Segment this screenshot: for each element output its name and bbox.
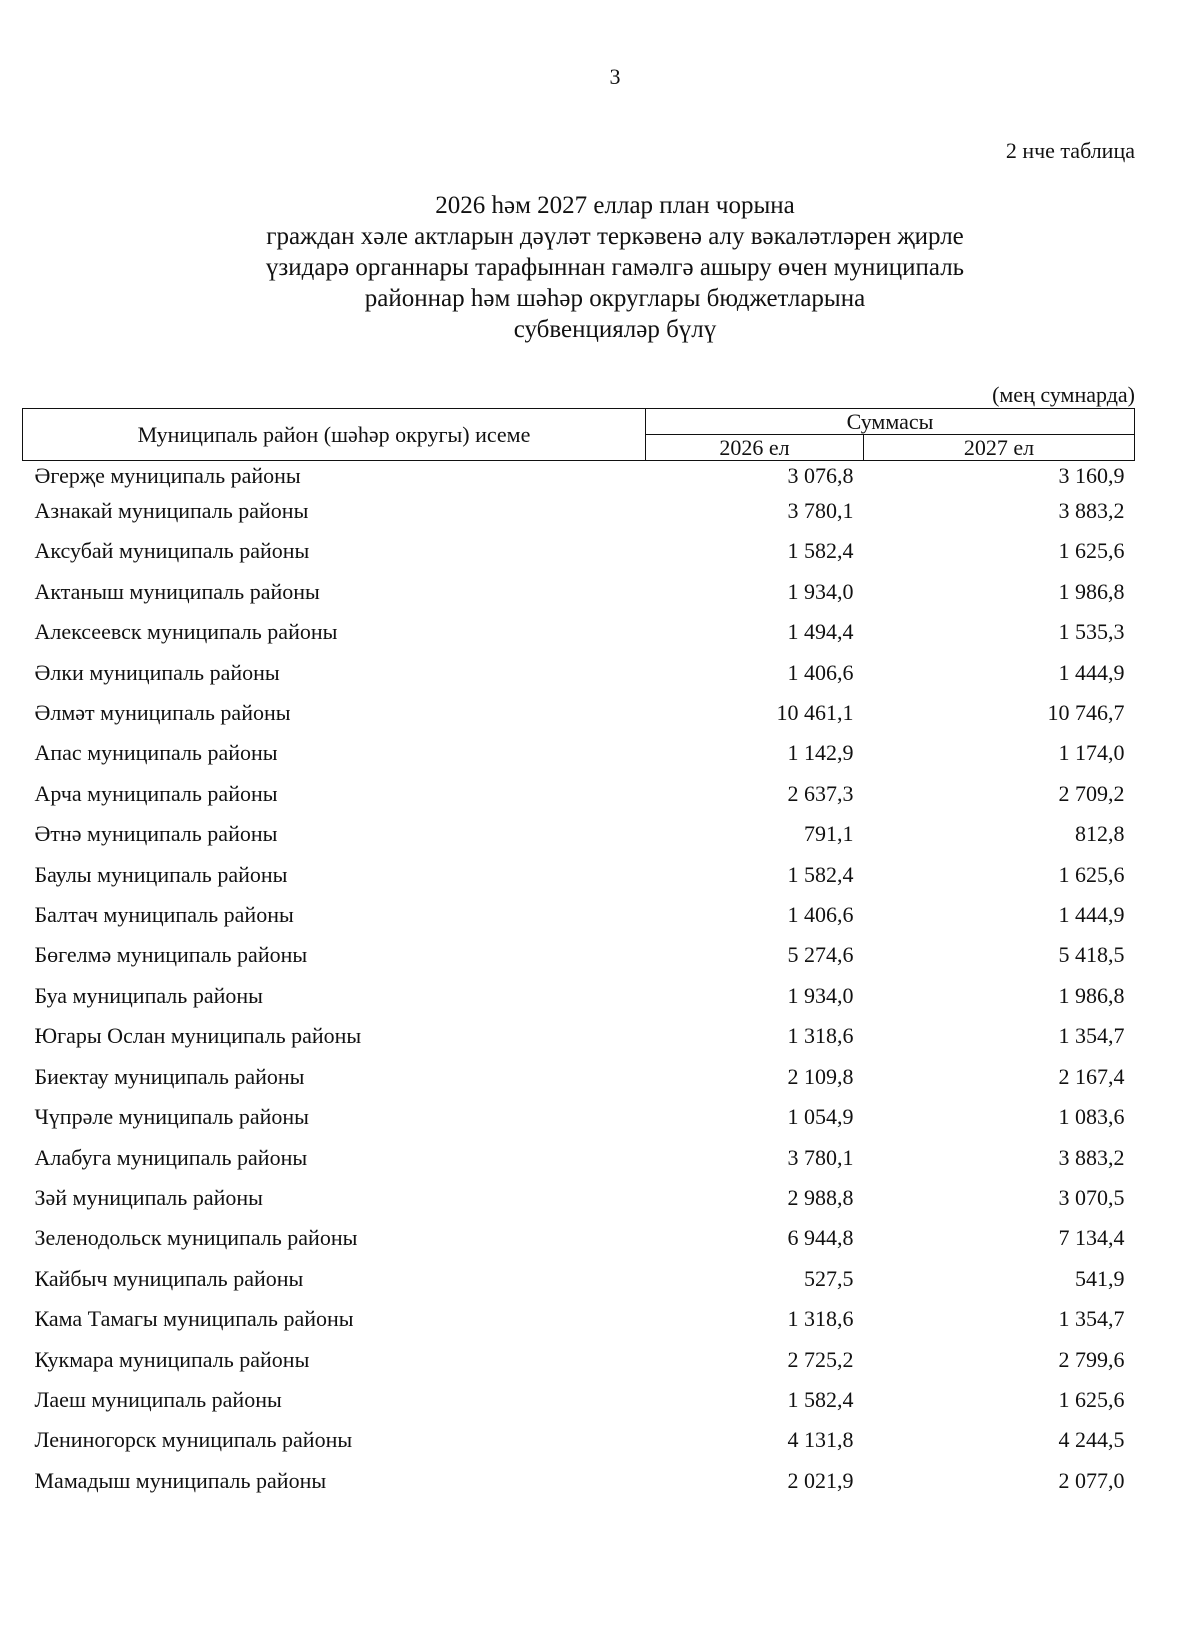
amount-2027-cell: 2 077,0 [1058, 1467, 1125, 1493]
title-line: үзидарә органнары тарафыннан гамәлгә ашыру өчен муниципаль [265, 254, 965, 281]
district-name-cell: Мамадыш муниципаль районы [34, 1467, 327, 1493]
district-name-cell: Апас муниципаль районы [34, 740, 278, 766]
amount-2026-cell: 1 406,6 [787, 902, 854, 928]
district-name-cell: Балтач муниципаль районы [34, 902, 294, 928]
amount-2027-cell: 1 535,3 [1058, 619, 1125, 645]
table-row [23, 1138, 1135, 1178]
district-name-cell: Әтнә муниципаль районы [34, 821, 278, 847]
district-name-cell: Югары Ослан муниципаль районы [34, 1023, 362, 1049]
amount-2027-cell: 2 709,2 [1058, 780, 1125, 806]
table-row [23, 531, 1135, 571]
amount-2026-cell: 2 725,2 [787, 1346, 854, 1372]
amount-2026-cell: 1 582,4 [787, 1386, 854, 1412]
amount-2027-cell: 2 167,4 [1058, 1063, 1125, 1089]
district-name-cell: Кайбыч муниципаль районы [34, 1265, 304, 1291]
amount-2027-cell: 10 746,7 [1047, 700, 1125, 726]
amount-2026-cell: 1 494,4 [787, 619, 854, 645]
district-name-cell: Азнакай муниципаль районы [34, 498, 309, 523]
amount-2026-cell: 3 780,1 [787, 1144, 854, 1170]
district-name-cell: Лениногорск муниципаль районы [34, 1427, 353, 1453]
district-name-cell: Әгерҗе муниципаль районы [34, 463, 301, 488]
amount-2026-cell: 2 021,9 [787, 1467, 854, 1493]
title-line: районнар һәм шәһәр округлары бюджетларына [364, 285, 866, 312]
amount-2027-cell: 3 160,9 [1058, 463, 1125, 488]
district-name-cell: Зеленодольск муниципаль районы [34, 1225, 358, 1251]
table-row [23, 774, 1135, 814]
amount-2026-cell: 5 274,6 [787, 942, 854, 968]
amount-2026-cell: 527,5 [804, 1265, 854, 1291]
table-row [23, 612, 1135, 652]
table-row [23, 895, 1135, 935]
table-row [23, 693, 1135, 733]
header-district-name: Муниципаль район (шәһәр округы) исеме [23, 409, 646, 461]
table-row [23, 1259, 1135, 1299]
table-row [23, 1461, 1135, 1501]
amount-2027-cell: 1 625,6 [1058, 861, 1125, 887]
district-name-cell: Кукмара муниципаль районы [34, 1346, 310, 1372]
amount-2026-cell: 1 582,4 [787, 538, 854, 564]
district-name-cell: Алабуга муниципаль районы [34, 1144, 308, 1170]
amount-2027-cell: 1 354,7 [1058, 1306, 1125, 1332]
amount-2026-cell: 6 944,8 [787, 1225, 854, 1251]
table-row [23, 572, 1135, 612]
table-row [23, 1340, 1135, 1380]
amount-2026-cell: 3 076,8 [787, 463, 854, 488]
amount-2027-cell: 1 444,9 [1058, 659, 1125, 685]
amount-2027-cell: 1 986,8 [1058, 578, 1125, 604]
amount-2027-cell: 3 883,2 [1058, 1144, 1125, 1170]
amount-2027-cell: 1 986,8 [1058, 982, 1125, 1008]
table-row [23, 1057, 1135, 1097]
amount-2027-cell: 1 083,6 [1058, 1104, 1125, 1130]
amount-2026-cell: 2 637,3 [787, 780, 854, 806]
amount-2027-cell: 1 354,7 [1058, 1023, 1125, 1049]
table-row [23, 653, 1135, 693]
table-row [23, 814, 1135, 854]
amount-2027-cell: 1 174,0 [1058, 740, 1125, 766]
amount-2026-cell: 2 109,8 [787, 1063, 854, 1089]
amount-2027-cell: 541,9 [1075, 1265, 1125, 1291]
header-amount: Суммасы [646, 409, 1135, 435]
table-row [23, 1299, 1135, 1339]
amount-2026-cell: 1 318,6 [787, 1023, 854, 1049]
amount-2027-cell: 5 418,5 [1058, 942, 1125, 968]
document-title [0, 190, 1200, 345]
amount-2026-cell: 1 582,4 [787, 861, 854, 887]
table-row [23, 1016, 1135, 1056]
amount-2027-cell: 1 625,6 [1058, 538, 1125, 564]
table-row [23, 733, 1135, 773]
header-year-2027: 2027 ел [864, 435, 1135, 461]
amount-2026-cell: 4 131,8 [787, 1427, 854, 1453]
unit-note: (мең сумнарда) [992, 382, 1135, 407]
amount-2027-cell: 2 799,6 [1058, 1346, 1125, 1372]
header-year-2026: 2026 ел [646, 435, 864, 461]
amount-2026-cell: 1 142,9 [787, 740, 854, 766]
page-number: 3 [609, 64, 621, 89]
table-row [23, 1097, 1135, 1137]
table-row [23, 1420, 1135, 1460]
amount-2026-cell: 10 461,1 [776, 700, 854, 726]
table-row [23, 491, 1135, 531]
district-name-cell: Биектау муниципаль районы [34, 1063, 305, 1089]
table-row [23, 976, 1135, 1016]
district-name-cell: Буа муниципаль районы [34, 982, 263, 1008]
amount-2027-cell: 3 883,2 [1058, 498, 1125, 523]
table-label: 2 нче таблица [1005, 138, 1135, 163]
amount-2027-cell: 3 070,5 [1058, 1184, 1125, 1210]
table-row [23, 461, 1135, 492]
amount-2027-cell: 7 134,4 [1058, 1225, 1125, 1251]
amount-2026-cell: 1 934,0 [787, 982, 854, 1008]
district-name-cell: Әлки муниципаль районы [34, 659, 280, 685]
title-line: граждан хәле актларын дәүләт теркәвенә алу вәкаләтләрен җирле [266, 223, 964, 250]
district-name-cell: Чүпрәле муниципаль районы [34, 1104, 309, 1130]
district-name-cell: Зәй муниципаль районы [34, 1184, 263, 1210]
district-name-cell: Әлмәт муниципаль районы [34, 700, 291, 726]
subvention-table [22, 408, 1135, 1501]
amount-2026-cell: 2 988,8 [787, 1184, 854, 1210]
district-name-cell: Бөгелмә муниципаль районы [34, 942, 308, 968]
district-name-cell: Лаеш муниципаль районы [34, 1386, 282, 1412]
amount-2027-cell: 4 244,5 [1058, 1427, 1125, 1453]
title-line: 2026 һәм 2027 еллар план чорына [435, 192, 795, 219]
table-row [23, 855, 1135, 895]
district-name-cell: Аксубай муниципаль районы [34, 538, 310, 564]
district-name-cell: Алексеевск муниципаль районы [34, 619, 338, 645]
title-line: субвенцияләр бүлү [513, 316, 717, 343]
amount-2027-cell: 1 444,9 [1058, 902, 1125, 928]
district-name-cell: Кама Тамагы муниципаль районы [34, 1306, 354, 1332]
district-name-cell: Баулы муниципаль районы [34, 861, 288, 887]
amount-2026-cell: 1 054,9 [787, 1104, 854, 1130]
table-row [23, 1178, 1135, 1218]
amount-2026-cell: 1 934,0 [787, 578, 854, 604]
table-row [23, 1380, 1135, 1420]
table-row [23, 1218, 1135, 1258]
district-name-cell: Арча муниципаль районы [34, 780, 278, 806]
district-name-cell: Актаныш муниципаль районы [34, 578, 320, 604]
amount-2026-cell: 1 318,6 [787, 1306, 854, 1332]
amount-2027-cell: 1 625,6 [1058, 1386, 1125, 1412]
amount-2027-cell: 812,8 [1075, 821, 1125, 847]
amount-2026-cell: 1 406,6 [787, 659, 854, 685]
table-body [23, 461, 1135, 1502]
amount-2026-cell: 3 780,1 [787, 498, 854, 523]
table-row [23, 935, 1135, 975]
amount-2026-cell: 791,1 [804, 821, 854, 847]
